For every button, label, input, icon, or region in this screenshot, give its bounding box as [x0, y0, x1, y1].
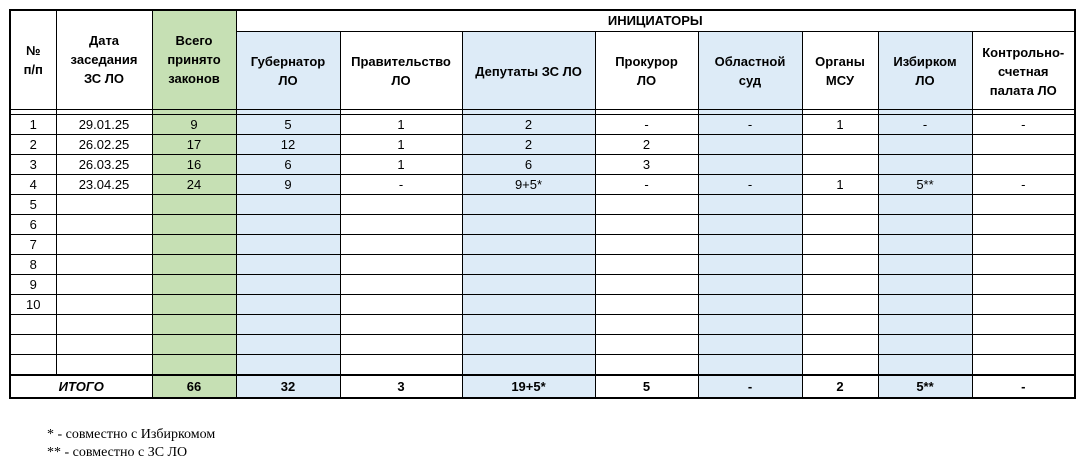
row-total [152, 294, 236, 314]
row-izbirkom [878, 134, 972, 154]
row-date: 23.04.25 [56, 174, 152, 194]
table-row [10, 134, 1075, 154]
row-pravitelstvo [340, 334, 462, 354]
table-row [10, 294, 1075, 314]
table-row [10, 234, 1075, 254]
row-oblsud [698, 254, 802, 274]
row-num [10, 334, 56, 354]
row-prokuror [595, 314, 698, 334]
row-total [152, 214, 236, 234]
row-izbirkom [878, 194, 972, 214]
table-row [10, 314, 1075, 334]
row-total [152, 234, 236, 254]
row-gubernator [236, 334, 340, 354]
row-total: 24 [152, 174, 236, 194]
row-ksp [972, 234, 1075, 254]
table-row [10, 354, 1075, 375]
row-ksp [972, 354, 1075, 375]
row-deputaty [462, 254, 595, 274]
table-row [10, 254, 1075, 274]
totals-label: ИТОГО [10, 375, 152, 398]
row-deputaty: 2 [462, 134, 595, 154]
row-msu [802, 274, 878, 294]
row-prokuror: 2 [595, 134, 698, 154]
totals-gubernator: 32 [236, 375, 340, 398]
totals-prokuror: 5 [595, 375, 698, 398]
row-deputaty [462, 334, 595, 354]
row-pravitelstvo: 1 [340, 154, 462, 174]
row-num: 6 [10, 214, 56, 234]
totals-izbirkom: 5** [878, 375, 972, 398]
header-oblsud: Областной суд [698, 31, 802, 109]
row-ksp [972, 294, 1075, 314]
row-ksp [972, 134, 1075, 154]
row-prokuror [595, 274, 698, 294]
row-gubernator [236, 214, 340, 234]
row-msu [802, 334, 878, 354]
row-oblsud [698, 274, 802, 294]
row-oblsud [698, 214, 802, 234]
row-date [56, 294, 152, 314]
row-deputaty [462, 314, 595, 334]
row-izbirkom [878, 234, 972, 254]
row-msu [802, 294, 878, 314]
row-msu [802, 134, 878, 154]
row-msu [802, 314, 878, 334]
row-pravitelstvo: 1 [340, 114, 462, 134]
header-prokuror: Прокурор ЛО [595, 31, 698, 109]
row-izbirkom [878, 334, 972, 354]
row-oblsud [698, 234, 802, 254]
row-total [152, 354, 236, 375]
row-deputaty [462, 234, 595, 254]
row-date [56, 354, 152, 375]
row-gubernator [236, 294, 340, 314]
row-prokuror: - [595, 174, 698, 194]
header-num: № п/п [10, 10, 56, 109]
row-num: 7 [10, 234, 56, 254]
row-total: 16 [152, 154, 236, 174]
row-prokuror [595, 194, 698, 214]
row-date [56, 234, 152, 254]
row-msu [802, 214, 878, 234]
totals-pravitelstvo: 3 [340, 375, 462, 398]
row-deputaty [462, 194, 595, 214]
row-ksp [972, 194, 1075, 214]
row-num [10, 314, 56, 334]
row-num: 1 [10, 114, 56, 134]
row-gubernator: 6 [236, 154, 340, 174]
row-gubernator: 12 [236, 134, 340, 154]
row-msu [802, 354, 878, 375]
footnote-1: * - совместно с Избиркомом [47, 427, 216, 442]
totals-row [10, 375, 1075, 398]
row-msu [802, 234, 878, 254]
row-ksp [972, 214, 1075, 234]
row-izbirkom [878, 254, 972, 274]
row-date [56, 274, 152, 294]
header-izbirkom: Избирком ЛО [878, 31, 972, 109]
row-total [152, 194, 236, 214]
row-oblsud [698, 194, 802, 214]
row-date [56, 254, 152, 274]
laws-table [9, 9, 1076, 399]
row-total: 17 [152, 134, 236, 154]
row-total [152, 254, 236, 274]
header-msu: Органы МСУ [802, 31, 878, 109]
row-ksp [972, 254, 1075, 274]
row-izbirkom: - [878, 114, 972, 134]
row-date [56, 214, 152, 234]
header-deputaty: Депутаты ЗС ЛО [462, 31, 595, 109]
row-num: 10 [10, 294, 56, 314]
header-ksp: Контрольно- счетная палата ЛО [972, 31, 1075, 109]
header-date: Дата заседания ЗС ЛО [56, 10, 152, 109]
row-pravitelstvo [340, 274, 462, 294]
totals-deputaty: 19+5* [462, 375, 595, 398]
row-prokuror [595, 234, 698, 254]
row-num: 2 [10, 134, 56, 154]
row-gubernator [236, 354, 340, 375]
row-oblsud: - [698, 174, 802, 194]
row-num: 9 [10, 274, 56, 294]
row-pravitelstvo [340, 194, 462, 214]
row-oblsud [698, 314, 802, 334]
row-ksp: - [972, 174, 1075, 194]
row-msu [802, 254, 878, 274]
row-num: 4 [10, 174, 56, 194]
row-num: 3 [10, 154, 56, 174]
row-prokuror [595, 294, 698, 314]
row-ksp [972, 334, 1075, 354]
row-pravitelstvo [340, 314, 462, 334]
totals-total: 66 [152, 375, 236, 398]
row-deputaty [462, 354, 595, 375]
row-gubernator [236, 194, 340, 214]
row-gubernator: 5 [236, 114, 340, 134]
totals-msu: 2 [802, 375, 878, 398]
row-total [152, 274, 236, 294]
row-pravitelstvo: 1 [340, 134, 462, 154]
row-date [56, 334, 152, 354]
row-msu [802, 154, 878, 174]
row-oblsud [698, 294, 802, 314]
row-num: 8 [10, 254, 56, 274]
row-gubernator [236, 254, 340, 274]
row-deputaty: 9+5* [462, 174, 595, 194]
row-total: 9 [152, 114, 236, 134]
row-izbirkom: 5** [878, 174, 972, 194]
header-pravitelstvo: Правительство ЛО [340, 31, 462, 109]
row-total [152, 334, 236, 354]
row-prokuror: - [595, 114, 698, 134]
table-row [10, 174, 1075, 194]
row-deputaty [462, 214, 595, 234]
table-row [10, 214, 1075, 234]
row-date: 26.03.25 [56, 154, 152, 174]
row-oblsud [698, 334, 802, 354]
row-gubernator [236, 234, 340, 254]
row-pravitelstvo: - [340, 174, 462, 194]
row-oblsud [698, 134, 802, 154]
row-izbirkom [878, 274, 972, 294]
row-total [152, 314, 236, 334]
row-pravitelstvo [340, 354, 462, 375]
row-gubernator [236, 274, 340, 294]
row-oblsud [698, 154, 802, 174]
row-prokuror [595, 254, 698, 274]
row-num [10, 354, 56, 375]
row-date [56, 314, 152, 334]
row-date: 29.01.25 [56, 114, 152, 134]
row-ksp [972, 154, 1075, 174]
row-prokuror [595, 214, 698, 234]
row-izbirkom [878, 154, 972, 174]
row-deputaty [462, 294, 595, 314]
row-pravitelstvo [340, 254, 462, 274]
header-initiators: ИНИЦИАТОРЫ [236, 10, 1075, 31]
row-prokuror: 3 [595, 154, 698, 174]
totals-ksp: - [972, 375, 1075, 398]
row-oblsud: - [698, 114, 802, 134]
row-pravitelstvo [340, 294, 462, 314]
row-msu [802, 194, 878, 214]
footnote-2: ** - совместно с ЗС ЛО [47, 445, 188, 460]
row-msu: 1 [802, 114, 878, 134]
row-deputaty: 2 [462, 114, 595, 134]
row-deputaty: 6 [462, 154, 595, 174]
row-pravitelstvo [340, 214, 462, 234]
table-row [10, 274, 1075, 294]
table-row [10, 154, 1075, 174]
row-gubernator: 9 [236, 174, 340, 194]
row-izbirkom [878, 294, 972, 314]
row-prokuror [595, 334, 698, 354]
row-ksp [972, 314, 1075, 334]
row-prokuror [595, 354, 698, 375]
row-pravitelstvo [340, 234, 462, 254]
table-row [10, 334, 1075, 354]
row-izbirkom [878, 314, 972, 334]
row-ksp [972, 274, 1075, 294]
row-date: 26.02.25 [56, 134, 152, 154]
footnotes [47, 426, 215, 462]
row-date [56, 194, 152, 214]
row-num: 5 [10, 194, 56, 214]
table-row [10, 114, 1075, 134]
row-deputaty [462, 274, 595, 294]
row-msu: 1 [802, 174, 878, 194]
table-row [10, 194, 1075, 214]
row-izbirkom [878, 214, 972, 234]
row-izbirkom [878, 354, 972, 375]
row-ksp: - [972, 114, 1075, 134]
header-total: Всего принято законов [152, 10, 236, 109]
row-oblsud [698, 354, 802, 375]
header-gubernator: Губернатор ЛО [236, 31, 340, 109]
row-gubernator [236, 314, 340, 334]
totals-oblsud: - [698, 375, 802, 398]
